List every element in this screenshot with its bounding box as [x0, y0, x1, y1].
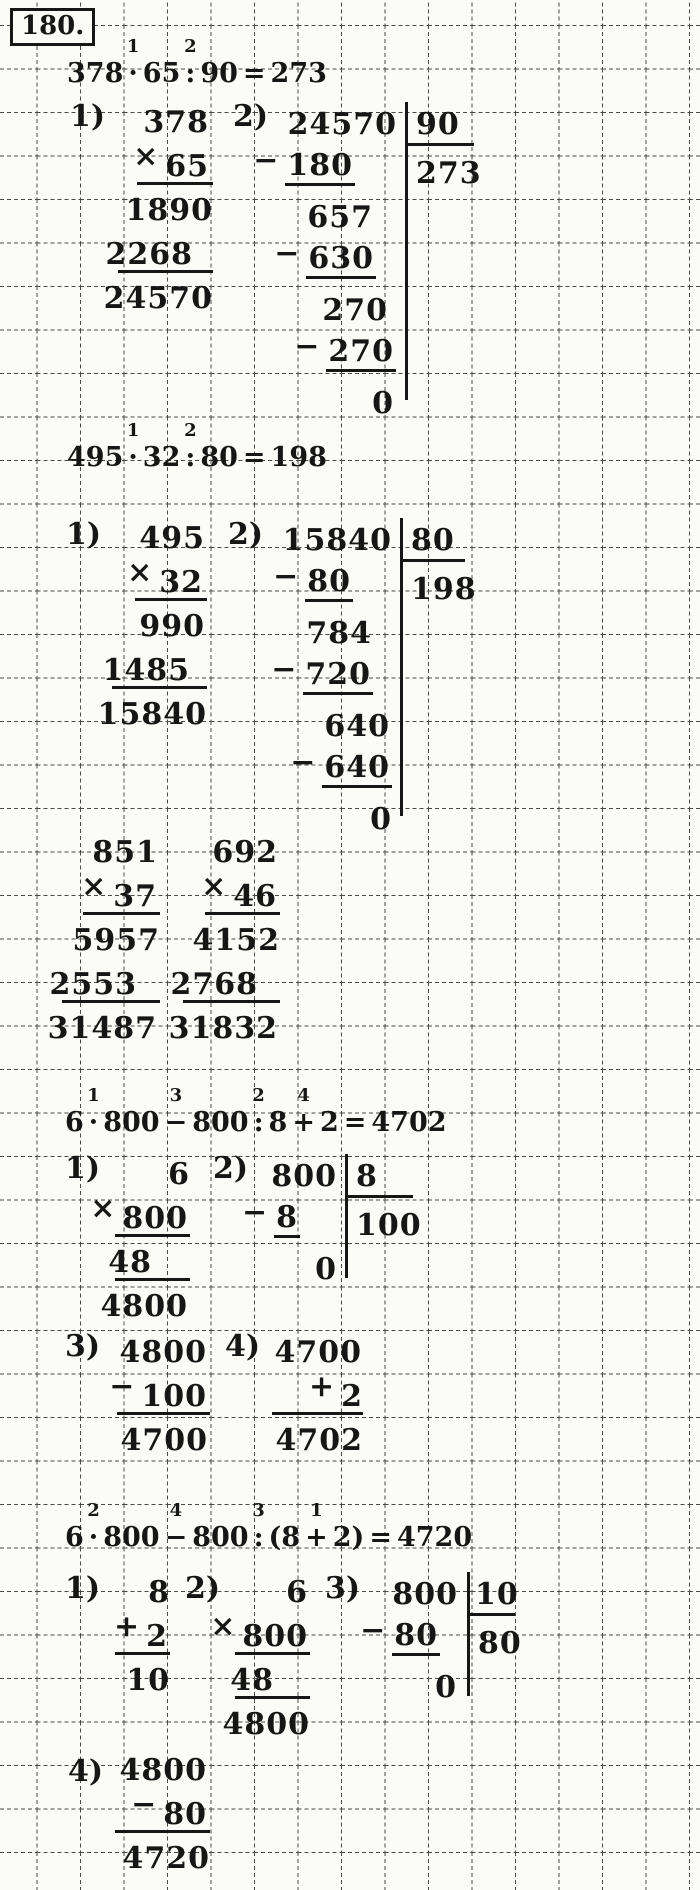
- subtrahend: 630: [306, 244, 376, 279]
- column-multiplication: [97, 512, 207, 732]
- operand: 8: [281, 1522, 301, 1553]
- order-superscript: 2: [184, 36, 197, 57]
- operand-row: [210, 1609, 310, 1654]
- sum: 4702: [275, 1423, 363, 1458]
- product: 24570: [103, 281, 213, 316]
- partial-product: 2768: [170, 967, 258, 1002]
- operator-glyph: ·: [128, 58, 138, 89]
- problem-number-box: [10, 8, 95, 46]
- step-label: 1): [65, 1571, 101, 1606]
- step-label: 3): [325, 1571, 361, 1606]
- long-division: [241, 1148, 422, 1288]
- operand-row: [113, 1788, 210, 1832]
- parenthesized-operand: [333, 1521, 365, 1555]
- minuend: 4800: [119, 1753, 207, 1788]
- remainder-row: [283, 282, 397, 329]
- equals-sign: =: [242, 442, 266, 473]
- minus-sign: −: [131, 1787, 157, 1822]
- equals-sign: =: [369, 1522, 392, 1553]
- plus-sign: +: [308, 1369, 335, 1404]
- partial-product: 1890: [125, 193, 213, 228]
- final-remainder: 0: [435, 1669, 457, 1705]
- divisor-row: [348, 1148, 413, 1198]
- subtrahend-row: [274, 236, 397, 283]
- addend: 8: [148, 1575, 170, 1610]
- subtrahend: 640: [322, 753, 392, 788]
- partial-product-row: [118, 184, 213, 228]
- multiplicand: 692: [212, 835, 278, 870]
- operand-row: [113, 1744, 210, 1788]
- column-multiplication: [90, 1148, 190, 1324]
- partial-product: 990: [139, 609, 205, 644]
- column-multiplication: [210, 1566, 310, 1742]
- step-label: 2): [233, 99, 269, 134]
- product-row: [222, 1698, 310, 1742]
- operator: [184, 36, 197, 91]
- operator-glyph: ·: [128, 442, 138, 473]
- result-row: [113, 1414, 210, 1458]
- operand-row: [113, 1610, 170, 1654]
- minuend: 4800: [119, 1335, 207, 1370]
- problem-number: 180.: [21, 11, 85, 41]
- column-addition: [270, 1326, 363, 1458]
- partial-product: 2268: [105, 237, 193, 272]
- order-superscript: 1: [126, 420, 140, 441]
- dividend: 15840: [282, 522, 392, 558]
- division-left-column: [241, 1148, 345, 1288]
- plus-sign: +: [113, 1609, 140, 1644]
- final-remainder: 0: [370, 801, 392, 837]
- order-superscript: 3: [169, 1085, 183, 1106]
- multiplier: 800: [122, 1201, 188, 1236]
- operand: 800: [192, 1522, 249, 1553]
- step-label: 2): [228, 517, 264, 552]
- result-row: [113, 1832, 210, 1876]
- partial-product: 2553: [49, 967, 137, 1002]
- operator: [164, 1085, 188, 1140]
- subtrahend-row: [271, 652, 392, 699]
- quotient-row: [470, 1616, 522, 1663]
- product: 31832: [168, 1011, 278, 1046]
- subtrahend: 80: [163, 1797, 207, 1832]
- subtrahend-row: [283, 329, 397, 376]
- operand: 800: [103, 1107, 160, 1138]
- quotient: 100: [356, 1208, 422, 1243]
- product: 15840: [97, 697, 207, 732]
- operator: [184, 420, 197, 475]
- order-superscript: 2: [184, 420, 197, 441]
- partial-product: 1485: [102, 653, 190, 688]
- minus-sign: −: [290, 745, 316, 780]
- quotient-row: [348, 1198, 422, 1245]
- product: 4800: [100, 1289, 188, 1324]
- operand-row: [183, 870, 280, 914]
- final-remainder: 0: [315, 1251, 337, 1287]
- minus-sign: −: [241, 1195, 268, 1230]
- partial-product-row: [183, 914, 280, 958]
- partial-product-row: [230, 1654, 310, 1698]
- subtrahend: 270: [326, 337, 396, 372]
- parenthesized-operand: [269, 1521, 301, 1555]
- column-subtraction: [109, 1326, 210, 1458]
- subtrahend-row: [253, 143, 397, 190]
- multiplicand: 851: [92, 835, 158, 870]
- minus-sign: −: [109, 1369, 135, 1404]
- partial-product-row: [102, 644, 207, 688]
- quotient: 273: [416, 156, 482, 191]
- operator: [87, 1500, 100, 1555]
- partial-remainder: 640: [324, 708, 390, 744]
- operand-row: [113, 1326, 210, 1370]
- partial-product-row: [108, 1236, 190, 1280]
- expression-result: 4720: [396, 1522, 473, 1553]
- operand: 80: [200, 442, 238, 473]
- minus-sign: −: [253, 143, 279, 178]
- order-superscript: 1: [310, 1500, 323, 1521]
- subtrahend: 720: [303, 660, 373, 695]
- dividend: 800: [271, 1158, 337, 1194]
- operand-row: [270, 1370, 363, 1414]
- open-paren: (: [268, 1522, 282, 1553]
- result-row: [113, 1654, 170, 1698]
- multiplicand: 6: [168, 1157, 190, 1192]
- operator: [305, 1500, 328, 1555]
- partial-product-row: [170, 958, 280, 1002]
- divisor-row: [470, 1566, 519, 1616]
- multiplier: 65: [165, 149, 209, 184]
- operand: 378: [67, 58, 124, 89]
- step-label: 4): [225, 1329, 261, 1364]
- subtrahend-row: [241, 1195, 345, 1242]
- operand-row: [183, 826, 280, 870]
- times-sign: ×: [81, 869, 107, 904]
- dividend: 800: [392, 1576, 458, 1612]
- partial-product-row: [62, 914, 160, 958]
- remainder-row: [388, 1659, 467, 1706]
- operator-glyph: :: [185, 58, 196, 89]
- product-row: [103, 272, 213, 316]
- operand-row: [112, 512, 207, 556]
- partial-product: 48: [230, 1663, 274, 1698]
- operator: [292, 1085, 315, 1140]
- expression-2: [67, 420, 327, 475]
- long-division: [253, 96, 482, 422]
- order-superscript: 2: [87, 1500, 100, 1521]
- divisor: 8: [356, 1158, 378, 1194]
- dividend-row: [388, 1566, 467, 1613]
- step-label: 4): [68, 1754, 104, 1789]
- subtrahend: 80: [392, 1621, 440, 1656]
- close-paren: ): [351, 1522, 365, 1553]
- step-label: 2): [185, 1571, 221, 1606]
- expression-result: 273: [270, 58, 327, 89]
- operator-glyph: ·: [88, 1522, 99, 1553]
- minus-sign: −: [273, 559, 299, 594]
- multiplier: 37: [113, 879, 157, 914]
- partial-product: 48: [108, 1245, 152, 1280]
- step-label: 2): [213, 1151, 249, 1186]
- operand: 495: [67, 442, 124, 473]
- order-superscript: 4: [169, 1500, 183, 1521]
- minus-sign: −: [294, 329, 320, 364]
- times-sign: ×: [127, 555, 153, 590]
- order-superscript: 2: [252, 1085, 265, 1106]
- operand-row: [112, 556, 207, 600]
- dividend-row: [278, 512, 392, 559]
- operator: [87, 1085, 100, 1140]
- operand: 800: [192, 1107, 249, 1138]
- expression-4: [65, 1500, 473, 1555]
- operand-row: [113, 1148, 190, 1192]
- minus-sign: −: [271, 652, 297, 687]
- division-left-column: [253, 96, 397, 422]
- partial-product-row: [49, 958, 160, 1002]
- partial-remainder: 270: [322, 292, 388, 328]
- times-sign: ×: [133, 139, 159, 174]
- addend: 2: [341, 1379, 363, 1414]
- operator-glyph: :: [253, 1107, 264, 1138]
- operand: 6: [65, 1522, 84, 1553]
- difference: 4720: [122, 1841, 210, 1876]
- order-superscript: 3: [252, 1500, 265, 1521]
- operator-glyph: ·: [88, 1107, 99, 1138]
- multiplicand: 378: [143, 105, 209, 140]
- dividend: 24570: [287, 106, 397, 142]
- quotient: 80: [478, 1626, 522, 1661]
- operand-row: [109, 1369, 210, 1414]
- subtrahend: 100: [141, 1379, 207, 1414]
- operand: 8: [268, 1107, 288, 1138]
- operator-glyph: −: [164, 1522, 188, 1553]
- product: 4800: [222, 1707, 310, 1742]
- column-subtraction: [113, 1744, 210, 1876]
- operand-row: [118, 96, 213, 140]
- dividend-row: [270, 1148, 345, 1195]
- column-multiplication: [47, 826, 160, 1046]
- divisor-row: [408, 96, 474, 146]
- operand-row: [233, 1566, 310, 1610]
- step-label: 1): [66, 517, 102, 552]
- divisor: 90: [416, 106, 460, 142]
- division-left-column: [271, 512, 392, 838]
- operand: 6: [65, 1107, 84, 1138]
- product: 31487: [47, 1011, 157, 1046]
- multiplier: 46: [233, 879, 277, 914]
- product-row: [100, 1280, 190, 1324]
- remainder-row: [278, 791, 392, 838]
- subtrahend: 80: [305, 567, 353, 602]
- long-division: [271, 512, 477, 838]
- product-row: [168, 1002, 280, 1046]
- operator: [252, 1085, 265, 1140]
- operator: [252, 1500, 265, 1555]
- partial-remainder: 784: [306, 615, 372, 651]
- operand: 800: [103, 1522, 160, 1553]
- operator-glyph: −: [164, 1107, 188, 1138]
- operand-row: [62, 870, 160, 914]
- operand: 32: [142, 442, 181, 473]
- operand: 2: [319, 1107, 339, 1138]
- times-sign: ×: [210, 1609, 236, 1644]
- subtrahend: 8: [274, 1203, 300, 1238]
- column-multiplication: [168, 826, 280, 1046]
- operator: [164, 1500, 188, 1555]
- operator: [126, 420, 140, 475]
- sum: 10: [126, 1663, 170, 1698]
- result-row: [270, 1414, 363, 1458]
- partial-product: 4152: [192, 923, 280, 958]
- operator-glyph: +: [292, 1107, 315, 1138]
- times-sign: ×: [90, 1191, 116, 1226]
- product-row: [97, 688, 207, 732]
- subtrahend: 180: [285, 151, 355, 186]
- quotient-row: [408, 146, 482, 193]
- difference: 4700: [120, 1423, 208, 1458]
- quotient-row: [403, 562, 477, 609]
- operand: 2: [332, 1522, 352, 1553]
- operator: [126, 36, 140, 91]
- operator-glyph: :: [185, 442, 196, 473]
- division-right-column: [348, 1148, 422, 1244]
- order-superscript: 1: [126, 36, 140, 57]
- addend: 4700: [274, 1335, 362, 1370]
- multiplicand: 6: [286, 1575, 308, 1610]
- partial-product: 5957: [72, 923, 160, 958]
- divisor: 80: [411, 522, 455, 558]
- operand: 65: [142, 58, 181, 89]
- times-sign: ×: [201, 869, 227, 904]
- addend: 2: [146, 1619, 168, 1654]
- quotient: 198: [411, 572, 477, 607]
- remainder-row: [283, 189, 397, 236]
- multiplicand: 495: [139, 521, 205, 556]
- remainder-row: [278, 605, 392, 652]
- column-multiplication: [103, 96, 213, 316]
- operand: 90: [200, 58, 238, 89]
- expression-3: [65, 1085, 447, 1140]
- subtrahend-row: [278, 745, 392, 792]
- partial-product-row: [112, 600, 207, 644]
- partial-product-row: [105, 228, 213, 272]
- division-right-column: [403, 512, 477, 608]
- division-right-column: [408, 96, 482, 192]
- operand-row: [90, 1191, 190, 1236]
- subtrahend-row: [273, 559, 392, 606]
- remainder-row: [283, 375, 397, 422]
- division-right-column: [470, 1566, 522, 1662]
- partial-remainder: 657: [307, 199, 373, 235]
- equals-sign: =: [242, 58, 266, 89]
- minus-sign: −: [274, 236, 300, 271]
- multiplier: 800: [242, 1619, 308, 1654]
- equals-sign: =: [343, 1107, 367, 1138]
- remainder-row: [278, 698, 392, 745]
- step-label: 1): [65, 1151, 101, 1186]
- operator-glyph: :: [253, 1522, 264, 1553]
- remainder-row: [270, 1241, 345, 1288]
- minus-sign: −: [360, 1613, 386, 1648]
- divisor: 10: [475, 1576, 519, 1612]
- multiplier: 32: [159, 565, 203, 600]
- operand-row: [62, 826, 160, 870]
- order-superscript: 1: [87, 1085, 100, 1106]
- divisor-row: [403, 512, 465, 562]
- operator-glyph: +: [305, 1522, 328, 1553]
- operand-row: [270, 1326, 363, 1370]
- dividend-row: [283, 96, 397, 143]
- expression-1: [67, 36, 327, 91]
- expression-result: 4702: [371, 1107, 447, 1138]
- column-addition: [113, 1566, 170, 1698]
- product-row: [47, 1002, 160, 1046]
- division-left-column: [360, 1566, 467, 1706]
- long-division: [360, 1566, 522, 1706]
- step-label: 1): [70, 99, 106, 134]
- subtrahend-row: [360, 1613, 467, 1660]
- operand-row: [118, 140, 213, 184]
- operand-row: [113, 1566, 170, 1610]
- final-remainder: 0: [372, 385, 394, 421]
- expression-result: 198: [270, 442, 327, 473]
- order-superscript: 4: [297, 1085, 310, 1106]
- step-label: 3): [65, 1329, 101, 1364]
